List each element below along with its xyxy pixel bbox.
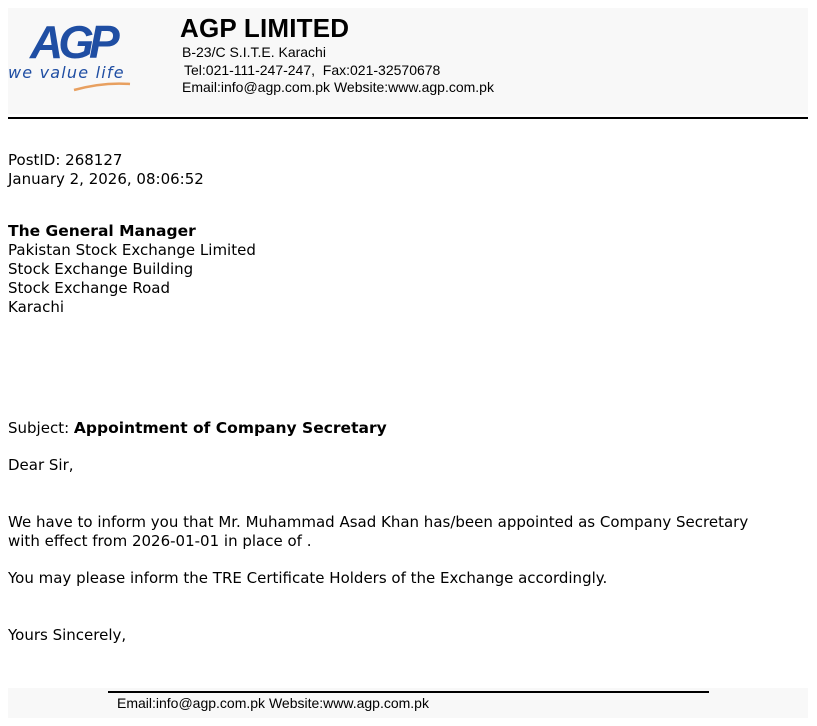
salutation: Dear Sir, <box>8 456 74 474</box>
recipient-line: Stock Exchange Building <box>8 260 194 278</box>
recipient-title: The General Manager <box>8 222 196 240</box>
body-paragraph: You may please inform the TRE Certificate Holders of the Exchange accordingly. <box>8 569 608 587</box>
company-address: B-23/C S.I.T.E. Karachi <box>182 44 326 60</box>
recipient-line: Stock Exchange Road <box>8 279 170 297</box>
subject-line <box>8 419 387 438</box>
company-email-website: Email:info@agp.com.pk Website:www.agp.com.pk <box>182 79 494 95</box>
post-id: PostID: 268127 <box>8 151 123 169</box>
company-name: AGP LIMITED <box>180 13 350 43</box>
recipient-line: Karachi <box>8 298 65 316</box>
logo-tagline: we value life <box>8 63 125 82</box>
recipient-line: Pakistan Stock Exchange Limited <box>8 241 256 259</box>
subject-label: Subject: <box>8 419 74 437</box>
logo-swoosh <box>74 84 130 90</box>
footer-divider <box>108 691 709 693</box>
post-datetime: January 2, 2026, 08:06:52 <box>8 170 204 188</box>
header-divider <box>8 117 808 119</box>
agp-logo <box>8 12 168 96</box>
subject-text: Appointment of Company Secretary <box>73 419 387 437</box>
closing: Yours Sincerely, <box>8 626 127 644</box>
company-phone-fax: Tel:021-111-247-247, Fax:021-32570678 <box>184 62 441 78</box>
body-paragraph-line: We have to inform you that Mr. Muhammad Asad Khan has/been appointed as Company Secretary <box>8 513 749 531</box>
body-paragraph-line: with effect from 2026-01-01 in place of . <box>8 532 312 550</box>
logo-letters: AGP <box>30 16 115 68</box>
footer-email-website: Email:info@agp.com.pk Website:www.agp.com.pk <box>117 695 429 711</box>
